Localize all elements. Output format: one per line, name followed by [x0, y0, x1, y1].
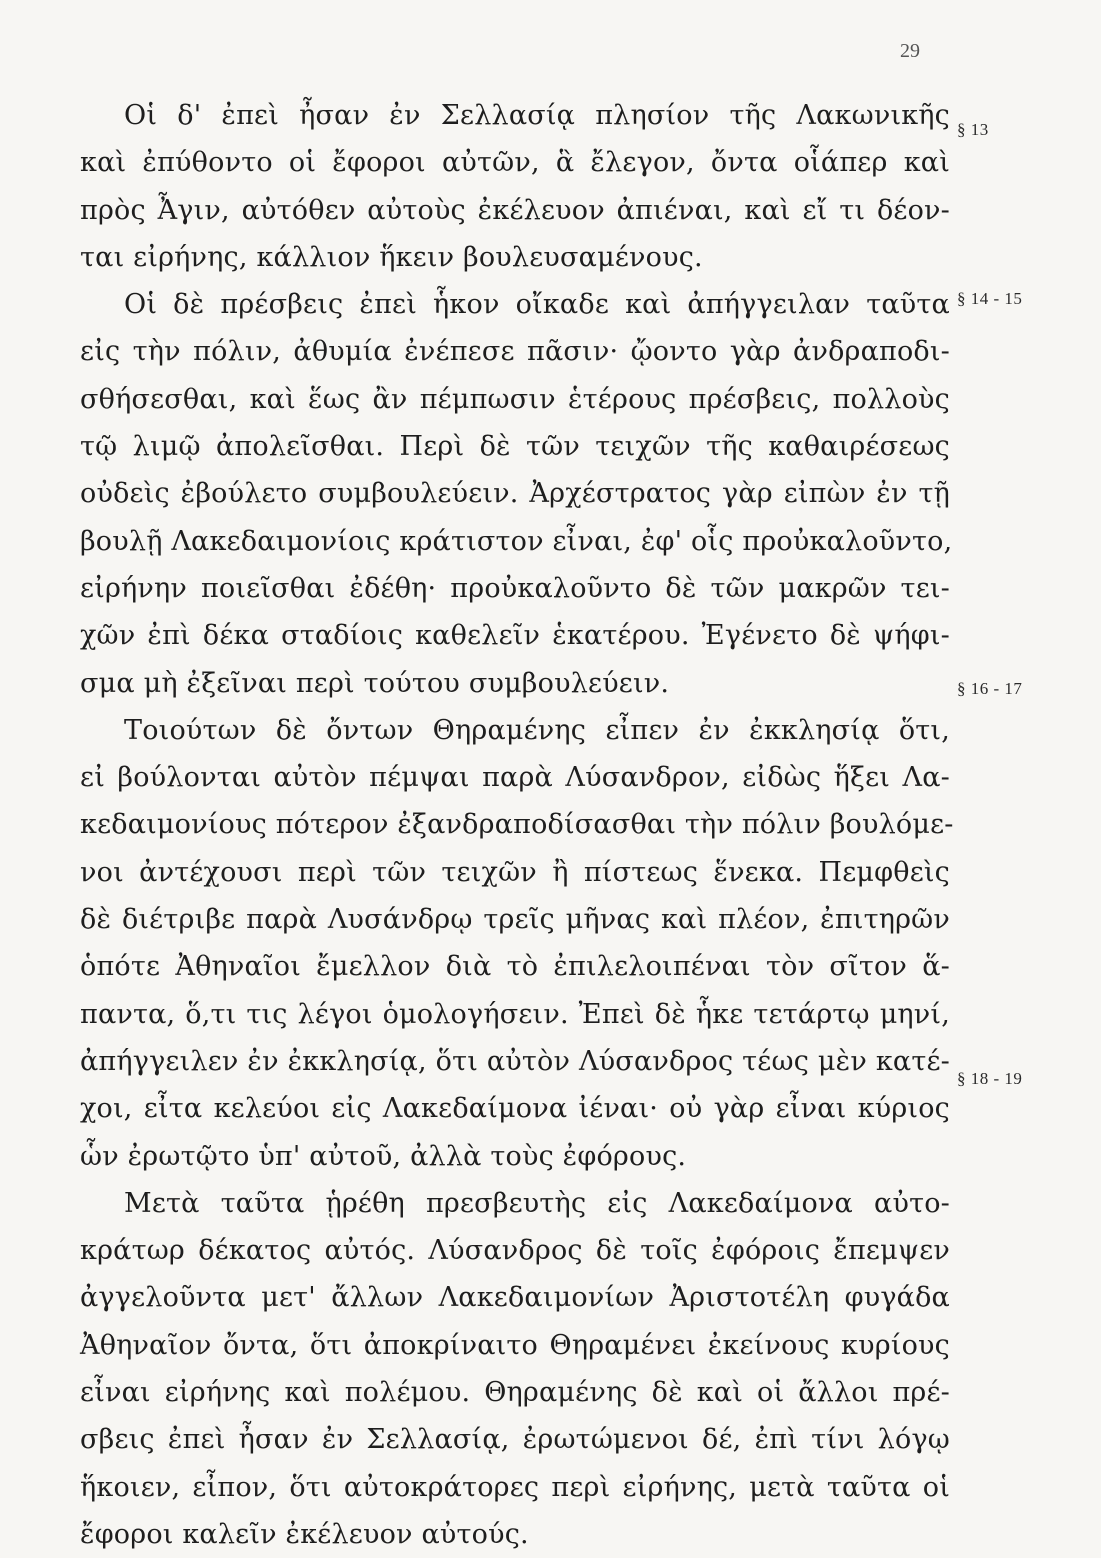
- paragraph-4-line-1: Μετὰ ταῦτα ᾑρέθη πρεσβευτὴς εἰς Λακεδαίμονα αὐτο-: [124, 1187, 950, 1219]
- paragraph-1-line-4: ται εἰρήνης, κάλλιον ἥκειν βουλευσαμένους.: [80, 241, 703, 273]
- paragraph-2-line-7: εἰρήνην ποιεῖσθαι ἐδέθη· προὐκαλοῦντο δὲ τῶν μακρῶν τει-: [80, 572, 950, 604]
- paragraph-4-line-8: ἔφοροι καλεῖν ἐκέλευον αὐτούς.: [80, 1518, 529, 1550]
- paragraph-2-line-5: οὐδεὶς ἐβούλετο συμβουλεύειν. Ἀρχέστρατος γὰρ εἰπὼν ἐν τῇ: [80, 478, 950, 510]
- paragraph-1-line-3: πρὸς Ἆγιν, αὐτόθεν αὐτοὺς ἐκέλευον ἀπιέναι, καὶ εἴ τι δέον-: [80, 194, 950, 226]
- section-ref-18-19: § 18 - 19: [957, 1069, 1023, 1088]
- paragraph-2-line-4: τῷ λιμῷ ἀπολεῖσθαι. Περὶ δὲ τῶν τειχῶν τῆς καθαιρέσεως: [80, 431, 950, 463]
- paragraph-3-line-7: παντα, ὅ,τι τις λέγοι ὁμολογήσειν. Ἐπεὶ δὲ ἧκε τετάρτῳ μηνί,: [80, 998, 950, 1030]
- paragraph-3-line-4: νοι ἀντέχουσι περὶ τῶν τειχῶν ἢ πίστεως ἕνεκα. Πεμφθεὶς: [80, 856, 950, 888]
- paragraph-1-line-2: καὶ ἐπύθοντο οἱ ἔφοροι αὐτῶν, ἃ ἔλεγον, ὄντα οἷάπερ καὶ: [80, 147, 950, 179]
- paragraph-4-line-5: εἶναι εἰρήνης καὶ πολέμου. Θηραμένης δὲ καὶ οἱ ἄλλοι πρέ-: [80, 1377, 950, 1409]
- paragraph-3-line-5: δὲ διέτριβε παρὰ Λυσάνδρῳ τρεῖς μῆνας καὶ πλέον, ἐπιτηρῶν: [80, 904, 950, 936]
- paragraph-2-line-3: σθήσεσθαι, καὶ ἕως ἂν πέμπωσιν ἑτέρους πρέσβεις, πολλοὺς: [80, 383, 950, 415]
- paragraph-4-line-3: ἀγγελοῦντα μετ' ἄλλων Λακεδαιμονίων Ἀριστοτέλη φυγάδα: [80, 1282, 950, 1314]
- paragraph-3-line-1: Τοιούτων δὲ ὄντων Θηραμένης εἶπεν ἐν ἐκκλησίᾳ ὅτι,: [124, 714, 950, 746]
- page-number: 29: [900, 40, 920, 62]
- section-ref-14-15: § 14 - 15: [957, 289, 1023, 308]
- paragraph-2-line-8: χῶν ἐπὶ δέκα σταδίοις καθελεῖν ἑκατέρου. Ἐγένετο δὲ ψήφι-: [80, 620, 950, 652]
- paragraph-4-line-7: ἥκοιεν, εἶπον, ὅτι αὐτοκράτορες περὶ εἰρήνης, μετὰ ταῦτα οἱ: [80, 1471, 950, 1503]
- paragraph-2-line-2: εἰς τὴν πόλιν, ἀθυμία ἐνέπεσε πᾶσιν· ᾤοντο γὰρ ἀνδραποδι-: [80, 336, 950, 368]
- paragraph-3-line-2: εἰ βούλονται αὐτὸν πέμψαι παρὰ Λύσανδρον, εἰδὼς ἥξει Λα-: [80, 762, 950, 794]
- paragraph-3-line-8: ἀπήγγειλεν ἐν ἐκκλησίᾳ, ὅτι αὐτὸν Λύσανδρος τέως μὲν κατέ-: [80, 1045, 950, 1077]
- paragraph-3-line-10: ὧν ἐρωτῷτο ὑπ' αὐτοῦ, ἀλλὰ τοὺς ἐφόρους.: [80, 1140, 687, 1172]
- paragraph-4-line-4: Ἀθηναῖον ὄντα, ὅτι ἀποκρίναιτο Θηραμένει ἐκείνους κυρίους: [80, 1329, 950, 1361]
- paragraph-2-line-9: σμα μὴ ἐξεῖναι περὶ τούτου συμβουλεύειν.: [80, 667, 670, 699]
- paragraph-3-line-3: κεδαιμονίους πότερον ἐξανδραποδίσασθαι τὴν πόλιν βουλόμε-: [80, 809, 954, 841]
- paragraph-2-line-6: βουλῇ Λακεδαιμονίοις κράτιστον εἶναι, ἐφ' οἷς προὐκαλοῦντο,: [80, 525, 953, 557]
- section-ref-16-17: § 16 - 17: [957, 679, 1023, 698]
- paragraph-2-line-1: Οἱ δὲ πρέσβεις ἐπεὶ ἧκον οἴκαδε καὶ ἀπήγγειλαν ταῦτα: [124, 289, 950, 321]
- paragraph-4-line-6: σβεις ἐπεὶ ἦσαν ἐν Σελλασίᾳ, ἐρωτώμενοι δέ, ἐπὶ τίνι λόγῳ: [80, 1424, 950, 1456]
- text-body: [80, 92, 954, 1558]
- section-ref-13: § 13: [957, 120, 989, 139]
- paragraph-1-line-1: Οἱ δ' ἐπεὶ ἦσαν ἐν Σελλασίᾳ πλησίον τῆς Λακωνικῆς: [124, 100, 950, 131]
- paragraph-4-line-2: κράτωρ δέκατος αὐτός. Λύσανδρος δὲ τοῖς ἐφόροις ἔπεμψεν: [80, 1235, 950, 1267]
- paragraph-3-line-6: ὁπότε Ἀθηναῖοι ἔμελλον διὰ τὸ ἐπιλελοιπέναι τὸν σῖτον ἅ-: [80, 951, 950, 983]
- paragraph-3-line-9: χοι, εἶτα κελεύοι εἰς Λακεδαίμονα ἰέναι· οὐ γὰρ εἶναι κύριος: [80, 1093, 950, 1125]
